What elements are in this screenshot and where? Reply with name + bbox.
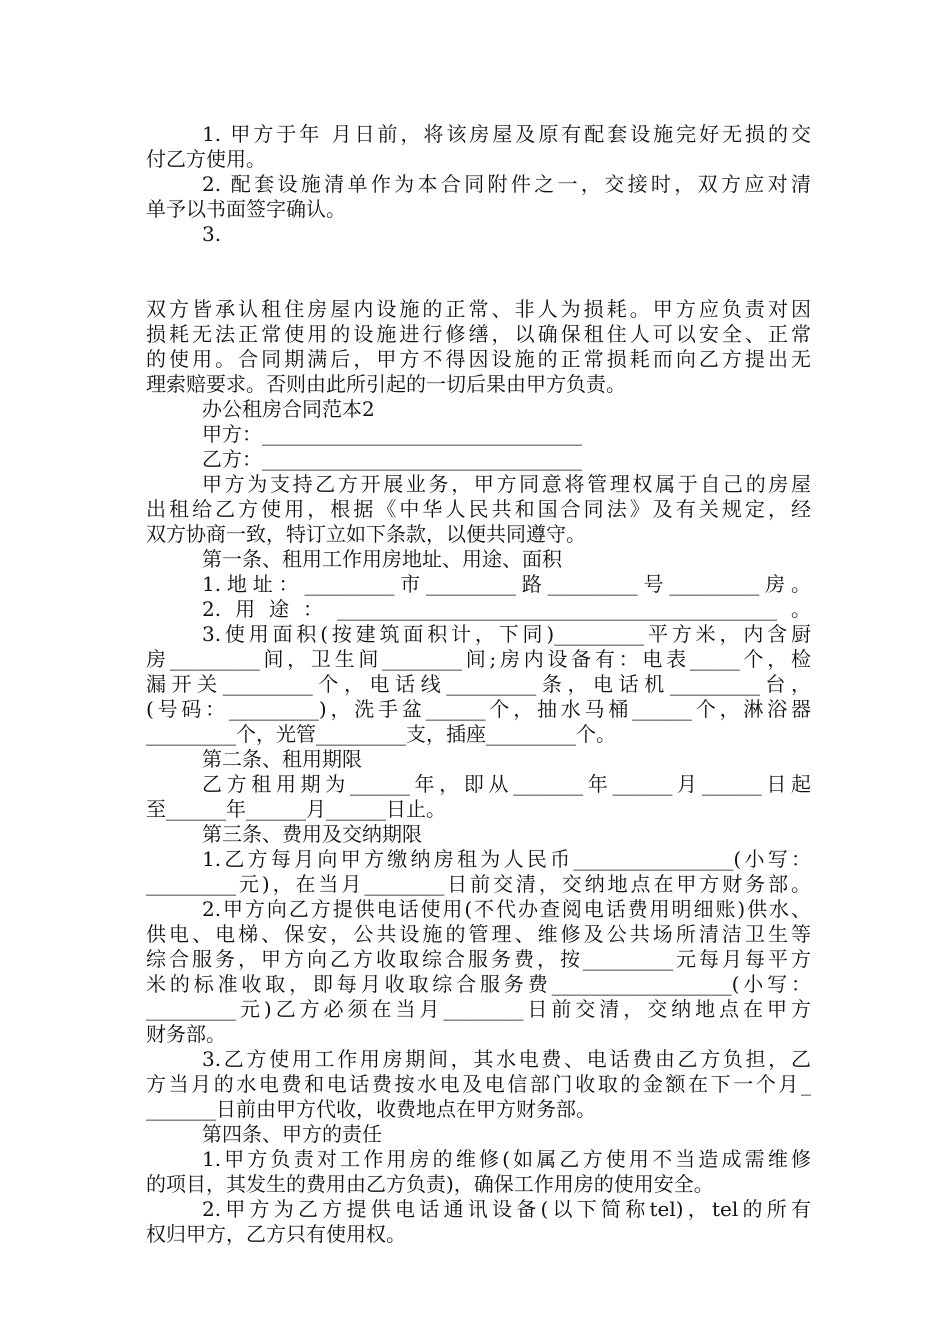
article-heading: 第三条、费用及交纳期限: [202, 822, 422, 846]
clause-line: 付乙方使用。: [146, 147, 266, 171]
clause-line: 供电、电梯、保安，公共设施的管理、维修及公共场所清洁卫生等: [146, 922, 811, 946]
clause-line: 2.甲方向乙方提供电话使用(不代办查阅电话费用明细账)供水、: [202, 897, 811, 921]
article-heading: 第一条、租用工作用房地址、用途、面积: [202, 547, 562, 571]
clause-line: _________元)，在当月________日前交清，交纳地点在甲方财务部。: [146, 872, 811, 896]
clause-line: 1. 甲方于年 月日前，将该房屋及原有配套设施完好无损的交: [202, 122, 811, 146]
clause-line: 3.乙方使用工作用房期间，其水电费、电话费由乙方负担，乙: [202, 1047, 811, 1071]
clause-line: 至______年______月______日止。: [146, 797, 446, 821]
clause-line: 方当月的水电费和电话费按水电及电信部门收取的金额在下一个月_: [146, 1072, 811, 1096]
article-heading: 第四条、甲方的责任: [202, 1122, 382, 1146]
clause-line: (号码：_________)，洗手盆______个，抽水马桶______个，淋浴器: [146, 697, 811, 721]
blank-gap: [146, 247, 811, 297]
clause-line: 的项目，其发生的费用由乙方负责)，确保工作用房的使用安全。: [146, 1172, 714, 1196]
section-title: 办公租房合同范本2: [202, 397, 375, 421]
clause-line: 1.乙方每月向甲方缴纳房租为人民币________________(小写：: [202, 847, 811, 871]
contract-document: [146, 122, 811, 1247]
clause-line: 财务部。: [146, 1022, 226, 1046]
clause-line: 2.甲方为乙方提供电话通讯设备(以下简称tel)，tel的所有: [202, 1197, 811, 1221]
clause-line: 3.: [202, 222, 222, 246]
clause-line: 1.甲方负责对工作用房的维修(如属乙方使用不当造成需维修: [202, 1147, 811, 1171]
clause-line: 房_________间，卫生间________间;房内设备有：电表_____个，检: [146, 647, 811, 671]
paragraph-line: 双方协商一致，特订立如下条款，以便共同遵守。: [146, 522, 586, 546]
paragraph-line: 双方皆承认租住房屋内设施的正常、非人为损耗。甲方应负责对因: [146, 297, 811, 321]
clause-line: _________个，光管_________支，插座_________个。: [146, 722, 616, 746]
article-heading: 第二条、租用期限: [202, 747, 362, 771]
clause-line: 2. 配套设施清单作为本合同附件之一，交接时，双方应对清: [202, 172, 811, 196]
clause-line: 米的标准收取，即每月收取综合服务费__________________(小写：: [146, 972, 811, 996]
clause-line: 单予以书面签字确认。: [146, 197, 346, 221]
clause-line: 2.用途：____________________________________________。: [202, 597, 811, 621]
paragraph-line: 的使用。合同期满后，甲方不得因设施的正常损耗而向乙方提出无: [146, 347, 811, 371]
clause-line: 乙方租用期为______年，即从_______年______月______日起: [202, 772, 811, 796]
paragraph-line: 理索赔要求。否则由此所引起的一切后果由甲方负责。: [146, 372, 626, 396]
paragraph-line: 甲方为支持乙方开展业务，甲方同意将管理权属于自己的房屋: [202, 472, 811, 496]
clause-line: _________元)乙方必须在当月________日前交清，交纳地点在甲方: [146, 997, 811, 1021]
clause-line: 综合服务，甲方向乙方收取综合服务费，按_________元每月每平方: [146, 947, 811, 971]
paragraph-line: 出租给乙方使用，根据《中华人民共和国合同法》及有关规定，经: [146, 497, 811, 521]
clause-line: 3.使用面积(按建筑面积计，下同)_________平方米，内含厨: [202, 622, 811, 646]
clause-line: 权归甲方，乙方只有使用权。: [146, 1222, 406, 1246]
clause-line: _______日前由甲方代收，收费地点在甲方财务部。: [146, 1097, 596, 1121]
party-b-line: 乙方：________________________________: [202, 447, 582, 471]
paragraph-line: 损耗无法正常使用的设施进行修缮，以确保租住人可以安全、正常: [146, 322, 811, 346]
clause-line: 漏开关_________个，电话线_________条，电话机_________台，: [146, 672, 811, 696]
clause-line: 1.地址：_________市_________路_________号_________房。: [202, 572, 811, 596]
party-a-line: 甲方：________________________________: [202, 422, 582, 446]
